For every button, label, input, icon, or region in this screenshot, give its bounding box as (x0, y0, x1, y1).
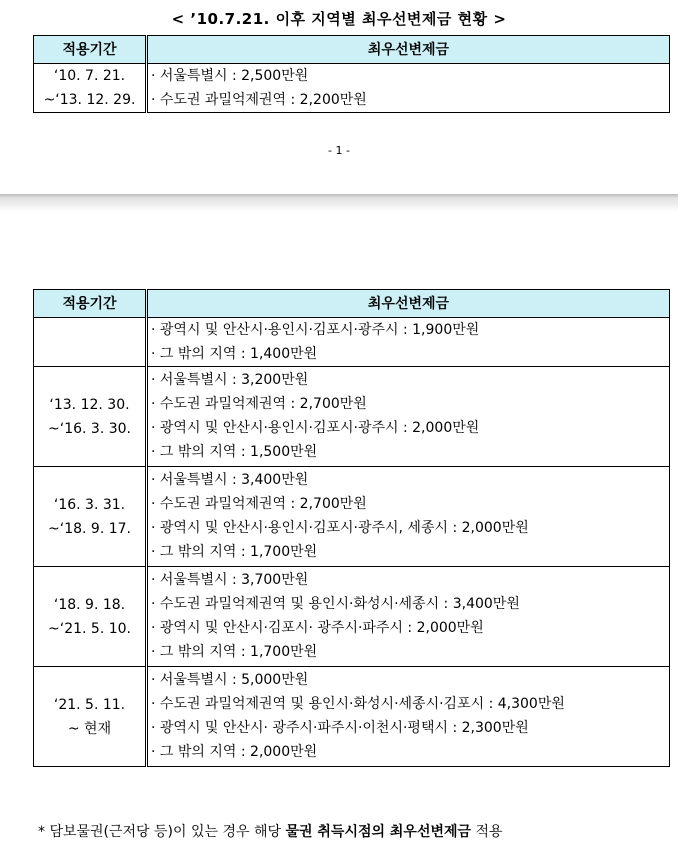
period-cell (34, 467, 147, 567)
header-amount: 최우선변제금 (147, 36, 670, 64)
table-bottom (33, 289, 670, 767)
period-cell (34, 667, 147, 767)
header-period: 적용기간 (34, 290, 147, 318)
period-text: ~‘21. 5. 10. (48, 620, 131, 637)
period-text: ‘10. 7. 21. (53, 68, 126, 84)
amount-item: · 서울특별시 : 2,500만원 (151, 68, 309, 84)
period-text: ‘21. 5. 11. (53, 696, 126, 713)
footnote-emphasis: 물권 취득시점의 최우선변제금 (285, 824, 472, 840)
footnote-prefix: * 담보물권(근저당 등)이 있는 경우 해당 (38, 824, 286, 840)
amount-item: · 수도권 과밀억제권역 및 용인시·화성시·세종시 : 3,400만원 (151, 596, 520, 612)
period-cell (34, 64, 147, 113)
period-cell (34, 567, 147, 667)
period-text: ~‘13. 12. 29. (43, 92, 136, 108)
amount-item: · 그 밖의 지역 : 1,700만원 (151, 644, 318, 660)
period-cell (34, 318, 147, 367)
period-text: ‘16. 3. 31. (53, 496, 126, 513)
table-row (34, 318, 670, 367)
table-row (34, 64, 670, 113)
period-text: ~‘18. 9. 17. (48, 520, 131, 537)
period-text: ~‘16. 3. 30. (48, 420, 131, 437)
footnote (38, 821, 503, 841)
page-title: < ’10.7.21. 이후 지역별 최우선변제금 현황 > (171, 10, 507, 28)
amount-item: · 그 밖의 지역 : 1,500만원 (151, 444, 318, 460)
amount-item: · 서울특별시 : 3,400만원 (151, 472, 309, 488)
amount-item: · 그 밖의 지역 : 1,400만원 (151, 346, 318, 362)
amount-item: · 광역시 및 안산시· 광주시·파주시·이천시·평택시 : 2,300만원 (151, 720, 529, 736)
amount-item: · 서울특별시 : 3,700만원 (151, 572, 309, 588)
amount-cell (147, 367, 670, 467)
period-text: ‘13. 12. 30. (49, 396, 130, 413)
amount-item: · 그 밖의 지역 : 1,700만원 (151, 544, 318, 560)
page-number: - 1 - (328, 144, 350, 157)
amount-item: · 수도권 과밀억제권역 : 2,700만원 (151, 396, 367, 412)
table-top (33, 35, 670, 113)
amount-cell (147, 318, 670, 367)
amount-cell (147, 567, 670, 667)
amount-item: · 수도권 과밀억제권역 및 용인시·화성시·세종시·김포시 : 4,300만원 (151, 696, 565, 712)
table-row (34, 467, 670, 567)
amount-item: · 그 밖의 지역 : 2,000만원 (151, 744, 318, 760)
amount-cell (147, 667, 670, 767)
table-row (34, 367, 670, 467)
amount-item: · 광역시 및 안산시·김포시· 광주시·파주시 : 2,000만원 (151, 620, 484, 636)
period-cell (34, 367, 147, 467)
table-row (34, 567, 670, 667)
amount-item: · 광역시 및 안산시·용인시·김포시·광주시 : 2,000만원 (151, 420, 480, 436)
footnote-suffix: 적용 (471, 824, 503, 840)
header-period: 적용기간 (34, 36, 147, 64)
header-amount: 최우선변제금 (147, 290, 670, 318)
table-row (34, 667, 670, 767)
period-text: ‘18. 9. 18. (53, 596, 126, 613)
amount-cell (147, 467, 670, 567)
amount-item: · 수도권 과밀억제권역 : 2,700만원 (151, 496, 367, 512)
amount-item: · 광역시 및 안산시·용인시·김포시·광주시 : 1,900만원 (151, 322, 480, 338)
amount-item: · 광역시 및 안산시·용인시·김포시·광주시, 세종시 : 2,000만원 (151, 520, 529, 536)
page-break (0, 194, 678, 211)
amount-item: · 수도권 과밀억제권역 : 2,200만원 (151, 92, 367, 108)
amount-item: · 서울특별시 : 3,200만원 (151, 372, 309, 388)
period-text: ~ 현재 (67, 720, 112, 737)
amount-item: · 서울특별시 : 5,000만원 (151, 672, 309, 688)
amount-cell (147, 64, 670, 113)
